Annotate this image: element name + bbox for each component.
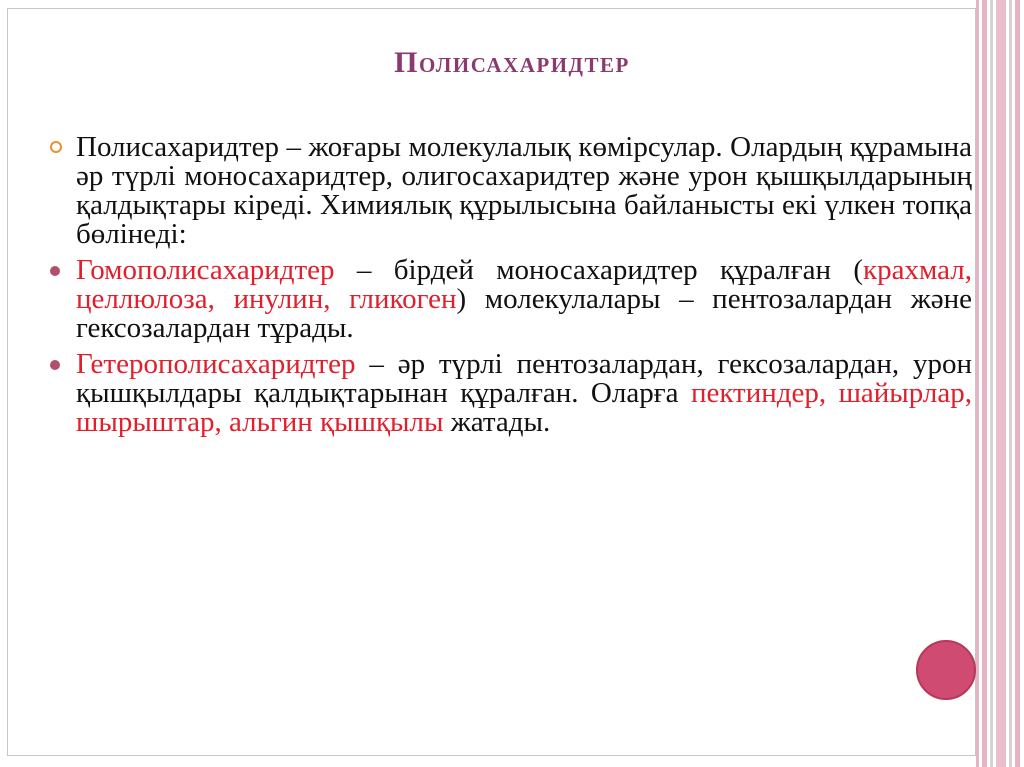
term-heteropolysaccharides: Гетерополисахаридтер — [76, 348, 356, 380]
ring-bullet-icon — [50, 141, 62, 153]
examples-heteropolysaccharides: пектиндер, шайырлар, шырыштар, альгин қышқылы — [76, 377, 972, 438]
slide-body — [76, 133, 972, 444]
dot-bullet-icon — [50, 266, 60, 276]
examples-homopolysaccharides: крахмал, целлюлоза, инулин, гликоген — [76, 254, 972, 315]
paragraph-text: Полисахаридтер – жоғары молекулалық көмірсулар. Олардың құрамына әр түрлі моносахаридтер, олигосахаридтер және урон қышқылдарының қалдықтары кіреді. Химиялық құрылысына байланысты екі үлкен топқа бөлінеді: — [76, 131, 972, 250]
term-homopolysaccharides: Гомополисахаридтер — [76, 254, 335, 286]
dot-bullet-icon — [50, 360, 60, 370]
paragraph-text: жатады. — [443, 406, 551, 438]
stripe — [976, 0, 979, 767]
stripe — [1009, 0, 1012, 767]
decorative-stripes — [976, 0, 1024, 767]
paragraph-text: – бірдей моносахаридтер құралған ( — [334, 254, 864, 286]
stripe — [990, 0, 993, 767]
paragraph-3 — [76, 350, 972, 437]
paragraph-text: ) молекулалары – пентозалардан және гексозалардан тұрады. — [76, 283, 972, 344]
paragraph-1 — [76, 133, 972, 249]
stripe — [1015, 0, 1020, 767]
slide-title: Полисахаридтер — [394, 46, 630, 79]
paragraph-2 — [76, 256, 972, 343]
stripe — [982, 0, 987, 767]
paragraph-text: – әр түрлі пентозалардан, гексозалардан, урон қышқылдары қалдықтарынан құралған. Оларға — [76, 348, 972, 409]
decorative-circle — [916, 640, 976, 700]
stripe — [996, 0, 1006, 767]
